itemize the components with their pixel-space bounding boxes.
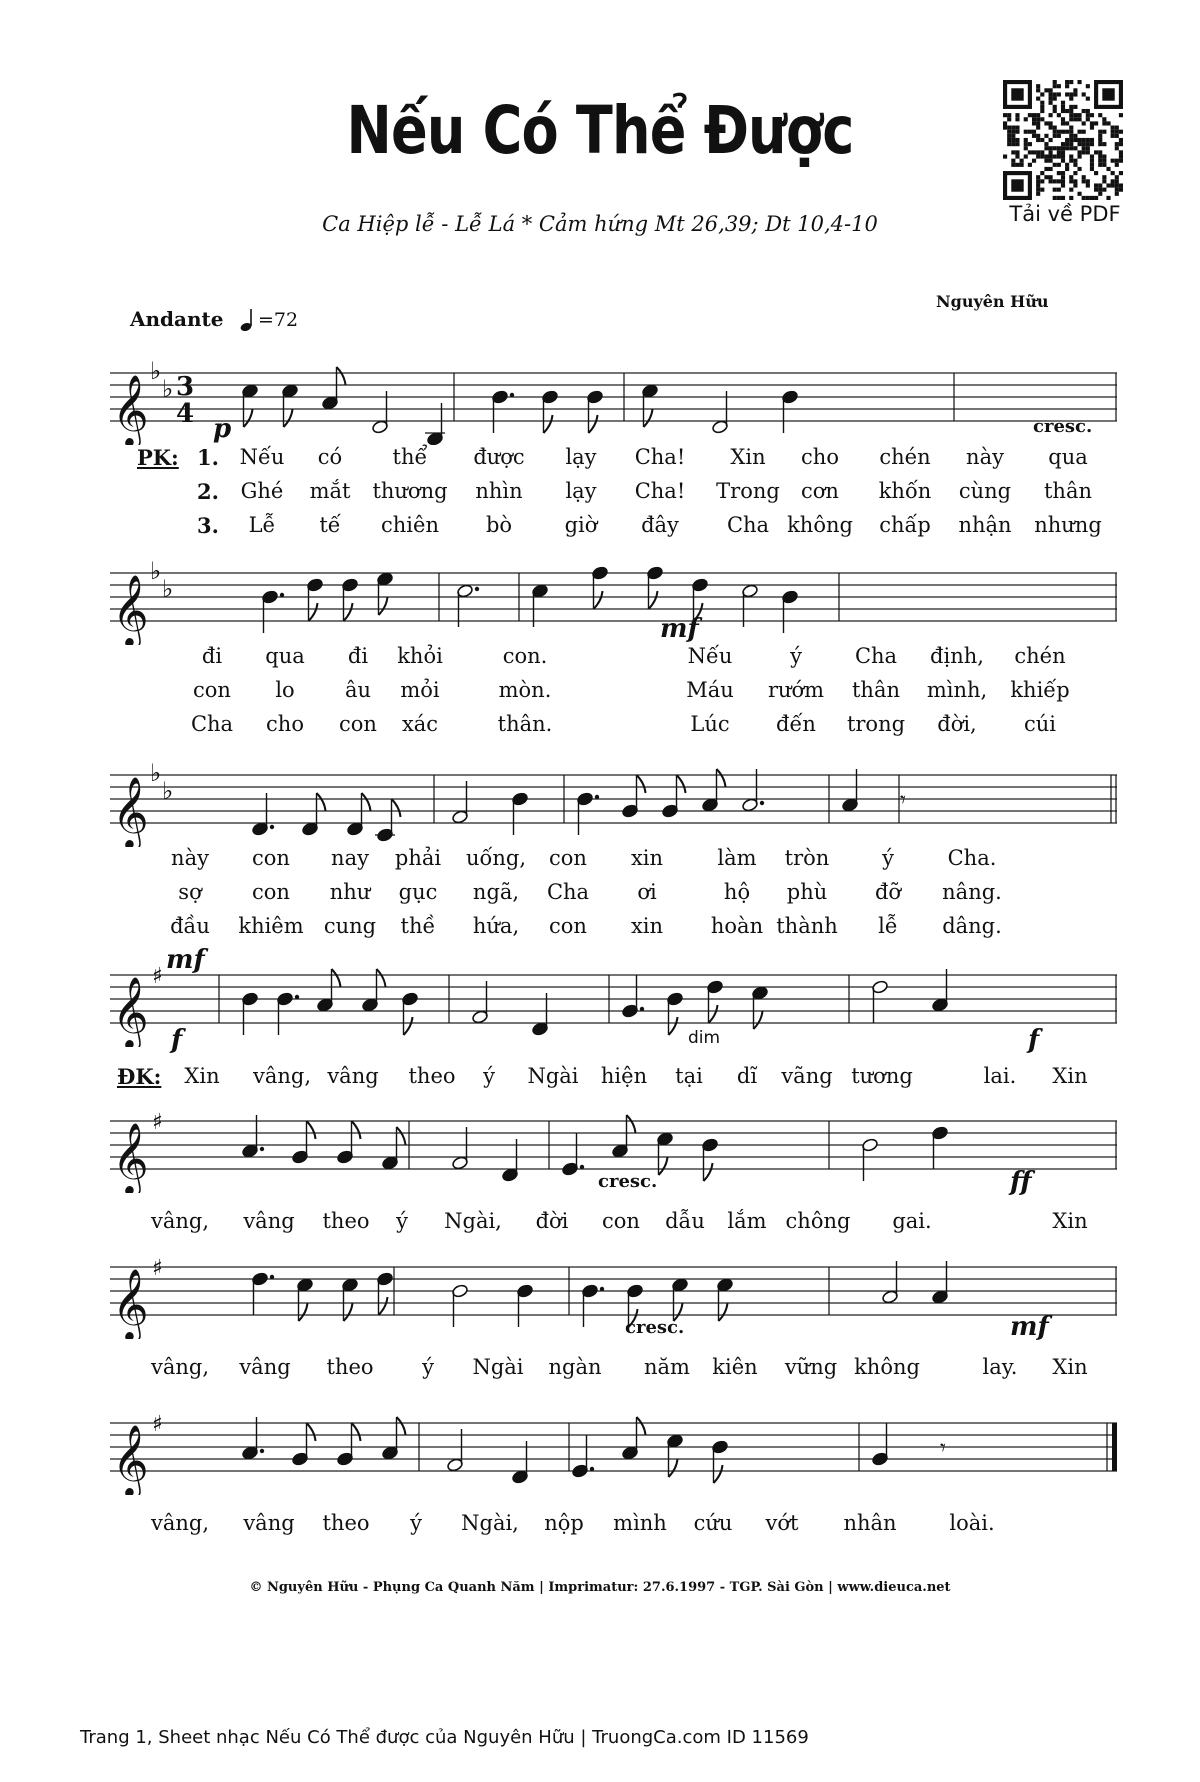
lyric-word: thân: [851, 678, 901, 702]
lyric-word: cứu: [693, 1511, 733, 1535]
lyric-word: mắt: [309, 479, 351, 503]
lyric-word: hứa,: [472, 914, 520, 938]
lyric-word: Ghé: [240, 479, 284, 503]
lyric-word: đi: [347, 644, 369, 668]
lyric-word: nhìn: [475, 479, 523, 503]
note-flag: [344, 603, 353, 621]
staff-system-1: [110, 355, 1117, 445]
lyric-word: hộ: [723, 880, 751, 904]
dot: [760, 801, 764, 805]
lyric-word: vâng,: [150, 1355, 210, 1379]
qr-code-icon[interactable]: [1003, 80, 1123, 200]
lyric-word: qua: [265, 644, 305, 668]
lyric-word: thân: [1043, 479, 1093, 503]
note-flag: [594, 591, 603, 609]
lyric-word: con: [602, 1209, 640, 1233]
note-flag: [284, 409, 293, 427]
lyric-word: con: [252, 880, 290, 904]
lyric-word: ý: [396, 1209, 408, 1233]
lyric-word: đầu: [170, 914, 210, 938]
lyric-word: hiện: [600, 1064, 648, 1088]
lyric-word: khiêm: [238, 914, 304, 938]
lyric-word: lạy: [565, 445, 597, 469]
lyric-word: lay.: [982, 1355, 1018, 1379]
dot: [510, 393, 514, 397]
lyric-word: Cha.: [947, 846, 997, 870]
lyric-word: cho: [801, 445, 839, 469]
lyric-word: vâng: [243, 1511, 295, 1535]
note-flag: [309, 603, 318, 621]
staff-system-4: [110, 957, 1117, 1047]
verse-label: PK:: [137, 445, 179, 470]
lyric-word: đời: [535, 1209, 569, 1233]
lyric-word: ơi: [637, 880, 657, 904]
dot: [595, 795, 599, 799]
lyric-word: theo: [322, 1209, 370, 1233]
lyric-word: cung: [323, 914, 377, 938]
lyric-word: tế: [319, 513, 341, 537]
lyric-word: khỏi: [397, 644, 443, 668]
lyric-word: Máu: [686, 678, 734, 702]
lyric-word: mình,: [926, 678, 988, 702]
note-flag: [754, 1011, 763, 1029]
lyric-word: con: [549, 914, 587, 938]
note-flag: [344, 1303, 353, 1321]
dynamic-f-1: f: [171, 1025, 183, 1055]
dynamic-mf-3: mf: [1010, 1312, 1049, 1342]
staff-system-6: [110, 1249, 1117, 1339]
dynamic-cresc-2: cresc.: [598, 1171, 658, 1192]
verse-number-2: 2.: [197, 479, 219, 504]
lyric-word: xin: [630, 846, 664, 870]
lyric-word: chấp: [879, 513, 931, 537]
flat-icon: ♭: [150, 557, 162, 585]
note-flag: [644, 409, 653, 427]
lyric-word: thành: [776, 914, 838, 938]
download-pdf-link[interactable]: Tải về PDF: [1009, 202, 1121, 226]
flat-icon: ♭: [150, 759, 162, 787]
chorus-label: ĐK:: [117, 1064, 162, 1089]
note-flag: [669, 1017, 678, 1035]
lyric-word: ý: [882, 846, 894, 870]
note-flag: [337, 367, 346, 385]
lyric-word: vâng,: [150, 1511, 210, 1535]
note-flag: [377, 969, 386, 987]
lyric-word: bò: [485, 513, 513, 537]
note-flag: [404, 1017, 413, 1035]
lyric-word: chén: [1014, 644, 1066, 668]
lyric-word: ý: [790, 644, 802, 668]
lyric-word: vâng,: [150, 1209, 210, 1233]
dot: [260, 1449, 264, 1453]
staff-system-3: [110, 757, 1117, 847]
song-title: Nếu Có Thể Được: [346, 92, 854, 169]
lyric-word: nhận: [958, 513, 1012, 537]
lyric-word: năm: [644, 1355, 690, 1379]
verse-number-1: 1.: [197, 445, 219, 470]
note-flag: [669, 1459, 678, 1477]
final-barline: [1112, 1423, 1117, 1471]
lyric-word: Trong: [716, 479, 780, 503]
lyric-word: đến: [776, 712, 816, 736]
lyric-word: chông: [785, 1209, 851, 1233]
note-flag: [307, 1121, 316, 1139]
lyric-word: đây: [641, 513, 679, 537]
note-flag: [719, 1303, 728, 1321]
note-flag: [627, 1115, 636, 1133]
note-flag: [362, 793, 371, 811]
lyric-word: phù: [786, 880, 828, 904]
dynamic-mf-2: mf: [166, 945, 205, 975]
note-flag: [659, 1157, 668, 1175]
lyric-word: lắm: [727, 1209, 767, 1233]
lyric-word: vâng: [239, 1355, 291, 1379]
staff-system-7: [110, 1405, 1117, 1495]
lyric-word: con: [549, 846, 587, 870]
lyric-word: khiếp: [1010, 678, 1070, 702]
lyric-word: hoàn: [710, 914, 764, 938]
lyric-word: dĩ: [736, 1064, 758, 1088]
time-signature-top: 3: [176, 372, 195, 402]
dynamic-cresc-1: cresc.: [1033, 416, 1093, 437]
note-flag: [379, 1297, 388, 1315]
dot: [270, 825, 274, 829]
lyric-word: ý: [410, 1511, 422, 1535]
copyright-line: © Nguyên Hữu - Phụng Ca Quanh Năm | Imprimatur: 27.6.1997 - TGP. Sài Gòn | www.dieuca.net: [249, 1580, 951, 1595]
note-flag: [589, 415, 598, 433]
lyric-word: cho: [266, 712, 304, 736]
lyric-word: Ngài,: [444, 1209, 502, 1233]
flat-icon: ♭: [162, 777, 174, 805]
lyric-word: đời,: [937, 712, 977, 736]
lyric-word: theo: [408, 1064, 456, 1088]
lyric-word: rướm: [767, 678, 825, 702]
lyric-word: con: [252, 846, 290, 870]
lyric-word: mình: [613, 1511, 667, 1535]
lyric-word: có: [317, 445, 343, 469]
lyric-word: Cha: [190, 712, 234, 736]
lyric-word: Ngài,: [461, 1511, 519, 1535]
lyric-word: Xin: [730, 445, 766, 469]
flat-icon: ♭: [150, 357, 162, 385]
lyric-word: Cha: [854, 644, 898, 668]
note-flag: [637, 775, 646, 793]
dot: [295, 995, 299, 999]
tempo-value: =72: [258, 309, 299, 331]
lyric-word: định,: [930, 644, 984, 668]
lyric-word: đi: [201, 644, 223, 668]
lyric-word: không: [854, 1355, 920, 1379]
note-flag: [379, 597, 388, 615]
dot: [270, 1275, 274, 1279]
eighth-rest-icon: 𝄾: [940, 1436, 946, 1461]
note-flag: [317, 793, 326, 811]
lyric-word: dẫu: [665, 1209, 705, 1233]
note-flag: [544, 415, 553, 433]
lyric-word: tròn: [784, 846, 830, 870]
dot: [260, 1147, 264, 1151]
lyric-word: ý: [483, 1064, 495, 1088]
lyric-word: Xin: [1052, 1064, 1088, 1088]
lyric-word: chén: [879, 445, 931, 469]
note-flag: [244, 409, 253, 427]
note-flag: [704, 1163, 713, 1181]
lyric-word: không: [787, 513, 853, 537]
lyric-word: làm: [717, 846, 757, 870]
lyric-word: theo: [326, 1355, 374, 1379]
lyric-word: nâng.: [942, 880, 1002, 904]
dot: [580, 1165, 584, 1169]
dot: [475, 587, 479, 591]
lyric-word: nhân: [843, 1511, 897, 1535]
lyric-word: con: [193, 678, 231, 702]
lyric-word: vững: [784, 1355, 838, 1379]
lyric-word: âu: [344, 678, 372, 702]
lyric-word: Xin: [184, 1064, 220, 1088]
lyric-word: được: [473, 445, 525, 469]
note-flag: [709, 1005, 718, 1023]
lyric-word: kiên: [712, 1355, 758, 1379]
dynamic-dim: dim: [688, 1028, 721, 1048]
note-flag: [397, 1417, 406, 1435]
lyric-word: này: [171, 846, 209, 870]
lyric-word: vâng,: [252, 1064, 312, 1088]
note-flag: [677, 775, 686, 793]
lyric-word: thương: [372, 479, 448, 503]
lyric-word: Lễ: [248, 513, 276, 537]
lyric-word: Xin: [1052, 1355, 1088, 1379]
note-flag: [392, 799, 401, 817]
lyric-word: nộp: [544, 1511, 584, 1535]
note-flag: [307, 1423, 316, 1441]
dot: [640, 1007, 644, 1011]
lyric-word: Nếu: [239, 445, 285, 469]
staff-system-2: [110, 555, 1117, 645]
time-signature-bottom: 4: [176, 399, 195, 429]
note-flag: [352, 1423, 361, 1441]
lyric-word: thân.: [497, 712, 553, 736]
lyric-word: tại: [675, 1064, 703, 1088]
quarter-note-icon: [240, 308, 254, 332]
lyric-word: Lúc: [690, 712, 730, 736]
note-flag: [714, 1465, 723, 1483]
lyric-word: loài.: [949, 1511, 995, 1535]
lyric-word: theo: [322, 1511, 370, 1535]
lyric-word: nhưng: [1034, 513, 1102, 537]
dynamic-ff: ff: [1010, 1167, 1032, 1197]
treble-clef-icon: 𝄞: [112, 573, 149, 645]
treble-clef-icon: 𝄞: [112, 1121, 149, 1193]
flat-icon: ♭: [162, 575, 174, 603]
sharp-icon: ♯: [152, 1412, 163, 1437]
treble-clef-icon: 𝄞: [112, 1423, 149, 1495]
flat-icon: ♭: [162, 375, 174, 403]
lyric-word: Ngài: [527, 1064, 579, 1088]
lyric-word: vớt: [765, 1511, 799, 1535]
dot: [280, 593, 284, 597]
treble-clef-icon: 𝄞: [112, 1267, 149, 1339]
verse-number-3: 3.: [197, 513, 219, 538]
lyric-word: Cha!: [634, 479, 686, 503]
dynamic-p: p: [213, 414, 232, 444]
tempo-marking: Andante: [130, 307, 224, 331]
lyric-word: tương: [851, 1064, 913, 1088]
lyric-word: lai.: [983, 1064, 1017, 1088]
dynamic-f-2: f: [1028, 1025, 1040, 1055]
lyric-word: Cha: [546, 880, 590, 904]
lyric-word: như: [329, 880, 371, 904]
lyric-word: ngã,: [472, 880, 520, 904]
lyric-word: vãng: [781, 1064, 833, 1088]
lyric-word: mỏi: [400, 678, 440, 702]
lyric-word: gục: [398, 880, 438, 904]
lyric-word: cơn: [801, 479, 839, 503]
lyric-word: dâng.: [942, 914, 1002, 938]
note-flag: [397, 1127, 406, 1145]
lyric-word: thể: [392, 445, 428, 469]
eighth-rest-icon: 𝄾: [900, 788, 906, 813]
lyric-word: khốn: [878, 479, 932, 503]
dynamic-mf-1: mf: [660, 614, 699, 644]
lyric-word: lễ: [878, 914, 898, 938]
composer-name: Nguyên Hữu: [936, 292, 1049, 311]
lyric-word: Cha: [726, 513, 770, 537]
lyric-word: cùng: [958, 479, 1012, 503]
lyric-word: trong: [846, 712, 906, 736]
lyric-word: xác: [401, 712, 439, 736]
lyric-word: gai.: [892, 1209, 932, 1233]
lyric-word: thề: [400, 914, 436, 938]
lyric-word: con: [339, 712, 377, 736]
lyric-word: nay: [331, 846, 369, 870]
lyric-word: giờ: [564, 513, 598, 537]
sharp-icon: ♯: [152, 1256, 163, 1281]
note-flag: [649, 591, 658, 609]
note-flag: [637, 1417, 646, 1435]
note-flag: [299, 1303, 308, 1321]
dot: [590, 1467, 594, 1471]
lyric-word: cúi: [1023, 712, 1057, 736]
lyric-word: Nếu: [687, 644, 733, 668]
dot: [600, 1287, 604, 1291]
dynamic-cresc-3: cresc.: [625, 1317, 685, 1338]
note-flag: [352, 1121, 361, 1139]
lyric-word: ngàn: [548, 1355, 602, 1379]
lyric-word: đỡ: [874, 880, 902, 904]
lyric-word: Ngài: [472, 1355, 524, 1379]
sharp-icon: ♯: [152, 964, 163, 989]
lyric-word: xin: [630, 914, 664, 938]
lyric-word: qua: [1048, 445, 1088, 469]
sharp-icon: ♯: [152, 1110, 163, 1135]
lyric-word: mòn.: [498, 678, 552, 702]
treble-clef-icon: 𝄞: [112, 975, 149, 1047]
lyric-word: lạy: [565, 479, 597, 503]
note-flag: [332, 969, 341, 987]
song-subtitle: Ca Hiệp lễ - Lễ Lá * Cảm hứng Mt 26,39; Dt 10,4-10: [322, 212, 878, 236]
lyric-word: chiên: [381, 513, 439, 537]
lyric-word: con.: [502, 644, 548, 668]
note-flag: [717, 769, 726, 787]
page-footer: Trang 1, Sheet nhạc Nếu Có Thể được của Nguyên Hữu | TruongCa.com ID 11569: [80, 1727, 809, 1748]
lyric-word: lo: [275, 678, 295, 702]
treble-clef-icon: 𝄞: [112, 373, 149, 445]
lyric-word: uống,: [465, 846, 527, 870]
lyric-word: sợ: [178, 880, 202, 904]
lyric-word: Cha!: [634, 445, 686, 469]
lyric-word: vâng: [327, 1064, 379, 1088]
lyric-word: ý: [422, 1355, 434, 1379]
lyric-word: này: [966, 445, 1004, 469]
lyric-word: phải: [394, 846, 442, 870]
lyric-word: vâng: [243, 1209, 295, 1233]
treble-clef-icon: 𝄞: [112, 775, 149, 847]
lyric-word: Xin: [1052, 1209, 1088, 1233]
